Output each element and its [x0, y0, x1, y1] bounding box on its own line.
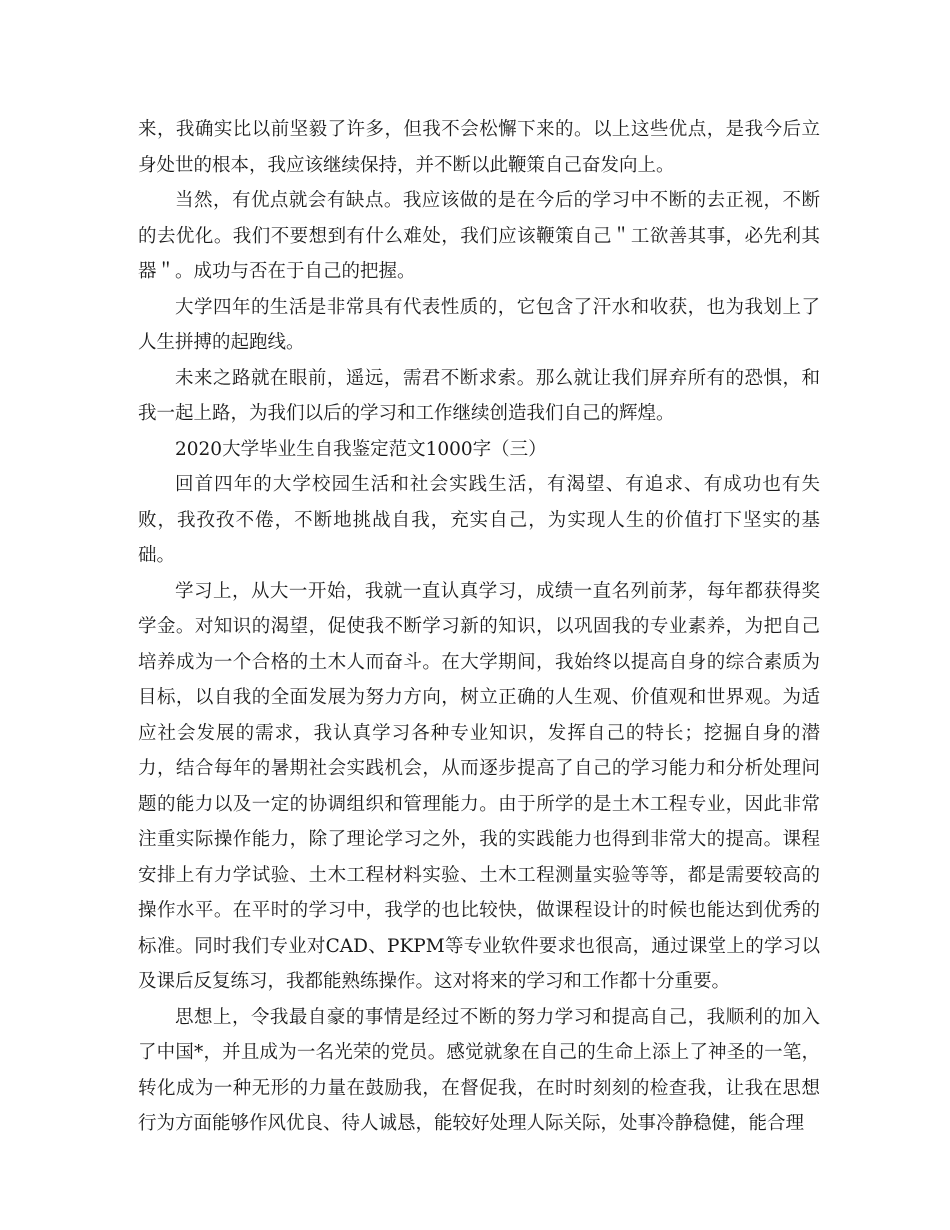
section-heading: 2020大学毕业生自我鉴定范文1000字（三）: [175, 438, 547, 460]
paragraph-looking-back: 回首四年的大学校园生活和社会实践生活，有渴望、有追求、有成功也有失败，我孜孜不倦，不断地挑战自我，充实自己，为实现人生的价值打下坚实的基础。: [138, 474, 820, 566]
paragraph-study: 学习上，从大一开始，我就一直认真学习，成绩一直名列前茅，每年都获得奖学金。对知识的渴望，促使我不断学习新的知识，以巩固我的专业素养，为把自己培养成为一个合格的土木人而奋斗。在大学期间，我始终以提高自身的综合素质为目标，以自我的全面发展为努力方向，树立正确的人生观、价值观和世界观。为适应社会发展的需求，我认真学习各种专业知识，发挥自己的特长；挖掘自身的潜力，结合每年的暑期社会实践机会，从而逐步提高了自己的学习能力和分析处理问题的能力以及一定的协调组织和管理能力。由于所学的是土木工程专业，因此非常注重实际操作能力，除了理论学习之外，我的实践能力也得到非常大的提高。课程安排上有力学试验、土木工程材料实验、土木工程测量实验等等，都是需要较高的操作水平。在平时的学习中，我学的也比较快，做课程设计的时候也能达到优秀的标准。同时我们专业对CAD、PKPM等专业软件要求也很高，通过课堂上的学习以及课后反复练习，我都能熟练操作。这对将来的学习和工作都十分重要。: [138, 580, 820, 992]
paragraph-shortcomings: 当然，有优点就会有缺点。我应该做的是在今后的学习中不断的去正视，不断的去优化。我们不要想到有什么难处，我们应该鞭策自己＂工欲善其事，必先利其器＂。成功与否在于自己的把握。: [138, 190, 820, 282]
paragraph-four-years: 大学四年的生活是非常具有代表性质的，它包含了汗水和收获，也为我划上了人生拼搏的起跑线。: [138, 296, 820, 353]
paragraph-continuation: 来，我确实比以前坚毅了许多，但我不会松懈下来的。以上这些优点，是我今后立身处世的根本，我应该继续保持，并不断以此鞭策自己奋发向上。: [138, 119, 820, 176]
paragraph-future-road: 未来之路就在眼前，遥远，需君不断求索。那么就让我们屏弃所有的恐惧，和我一起上路，为我们以后的学习和工作继续创造我们自己的辉煌。: [138, 367, 820, 424]
paragraph-ideology: 思想上，令我最自豪的事情是经过不断的努力学习和提高自己，我顺利的加入了中国*，并且成为一名光荣的党员。感觉就象在自己的生命上添上了神圣的一笔，转化成为一种无形的力量在鼓励我，在督促我，在时时刻刻的检查我，让我在思想行为方面能够作风优良、待人诚恳，能较好处理人际关际，处事冷静稳健，能合理: [138, 1006, 820, 1134]
document-body: [138, 112, 820, 1142]
